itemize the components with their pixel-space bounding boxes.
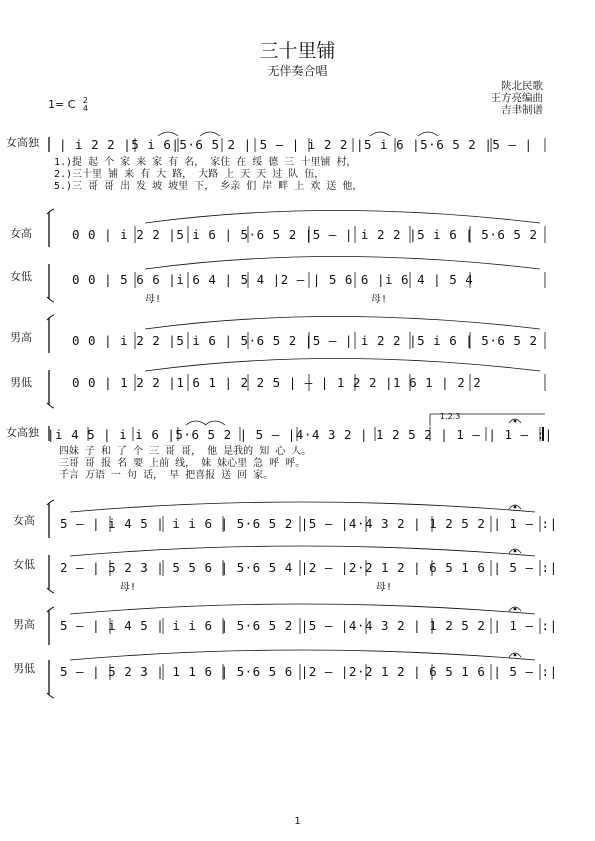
- key-label: 1= C: [48, 98, 76, 111]
- lyric-2-verse-2: 三哥 哥 报 名 要 上前 线， 妹 妹心里 急 呼 呼。: [59, 458, 306, 469]
- solo-notes-2: |i 4 5 | i i 6 |5·6 5 2 | 5 – |4·4 3 2 | 1 2 5 2 | 1 – | 1 – :|: [47, 427, 553, 442]
- alto-lyric-2a: 母!: [120, 582, 137, 593]
- alto-notes-2: 2 – | 5 2 3 | 5 5 6 | 5·6 5 4 |2 – |2·2 1 2 | 6 5 1 6 | 5 – :|: [60, 560, 558, 575]
- lyric-2-verse-1: 四妹 子 和 了 个 三 哥 哥， 他 是我的 知 心 人。: [59, 446, 312, 457]
- system2-brackets: [47, 426, 54, 698]
- lyric-verse-2: 2.)三十里 铺 来 有 大 路， 大路 上 天 天 过 队 伍，: [54, 169, 325, 180]
- credit-origin: 陕北民歌: [501, 80, 543, 92]
- credit-arranger: 王方亮编曲: [490, 92, 543, 104]
- credit-engraver: 吉聿制谱: [501, 104, 543, 116]
- alto-lyric-2b: 母!: [376, 582, 393, 593]
- part-label-tenor: 男高: [10, 331, 32, 344]
- alto-lyric-1a: 母!: [145, 294, 162, 305]
- soprano-notes-2: 5 – | i 4 5 | i i 6 | 5·6 5 2 |5 – |4·4 3 2 | 1 2 5 2 | 1 – :|: [60, 516, 558, 531]
- tenor-notes-2: 5 – | i 4 5 | i i 6 | 5·6 5 2 |5 – |4·4 3 2 | 1 2 5 2 | 1 – :|: [60, 618, 558, 633]
- part-label-bass-2: 男低: [13, 662, 35, 675]
- lyric-2-verse-3: 千言 万语 一 句 话， 早 把喜报 送 回 家。: [59, 470, 274, 481]
- part-label-tenor-2: 男高: [13, 618, 35, 631]
- part-label-soprano: 女高: [10, 227, 32, 240]
- system1-brackets: [47, 137, 54, 408]
- tenor-notes-1: 0 0 | i 2 2 |5 i 6 | 5·6 5 2 |5 – | i 2 2 |5 i 6 | 5·6 5 2: [72, 333, 538, 348]
- solo-lyrics-2: [59, 446, 311, 482]
- part-label-soprano-2: 女高: [13, 514, 35, 527]
- time-bottom: 4: [82, 104, 88, 113]
- solo-lyrics-1: [54, 157, 362, 193]
- bass-notes-1: 0 0 | 1 2 2 |1 6 1 | 2 2 5 | – | 1 2 2 |1 6 1 | 2 2: [72, 375, 482, 390]
- bass-notes-2: 5 – | 5 2 3 | 1 1 6 | 5·6 5 6 |2 – |2·2 1 2 | 6 5 1 6 | 5 – :|: [60, 664, 558, 679]
- alto-notes-1: 0 0 | 5 6 6 |i 6 4 | 5 4 |2 – | 5 6 6 |i 6 4 | 5 4: [72, 272, 474, 287]
- part-label-alto-2: 女低: [13, 558, 35, 571]
- lyric-verse-1: 1.)提 起 个 家 来 家 有 名， 家住 在 绥 德 三 十里铺 村，: [54, 157, 357, 168]
- part-label-solo: 女高独: [6, 136, 39, 149]
- song-subtitle: 无伴奏合唱: [267, 64, 328, 78]
- time-top: 2: [82, 96, 88, 105]
- song-title: 三十里铺: [259, 40, 336, 62]
- page-number: 1: [294, 816, 301, 827]
- alto-lyric-1b: 母!: [371, 294, 388, 305]
- volta-label: 1.2.3: [440, 412, 461, 421]
- part-label-solo-2: 女高独: [6, 426, 39, 439]
- solo-notes-1: | i 2 2 |5 i 6|5·6 5 2 | 5 – | i 2 2 |5 i 6 |5·6 5 2 |5 – |: [59, 137, 533, 152]
- part-label-bass: 男低: [10, 376, 32, 389]
- part-label-alto: 女低: [10, 270, 32, 283]
- soprano-notes-1: 0 0 | i 2 2 |5 i 6 | 5·6 5 2 |5 – | i 2 2 |5 i 6 | 5·6 5 2: [72, 227, 538, 242]
- lyric-verse-5: 5.)三 哥 哥 出 发 坡 坡里 下， 乡亲 们 岸 畔 上 欢 送 他，: [54, 181, 363, 192]
